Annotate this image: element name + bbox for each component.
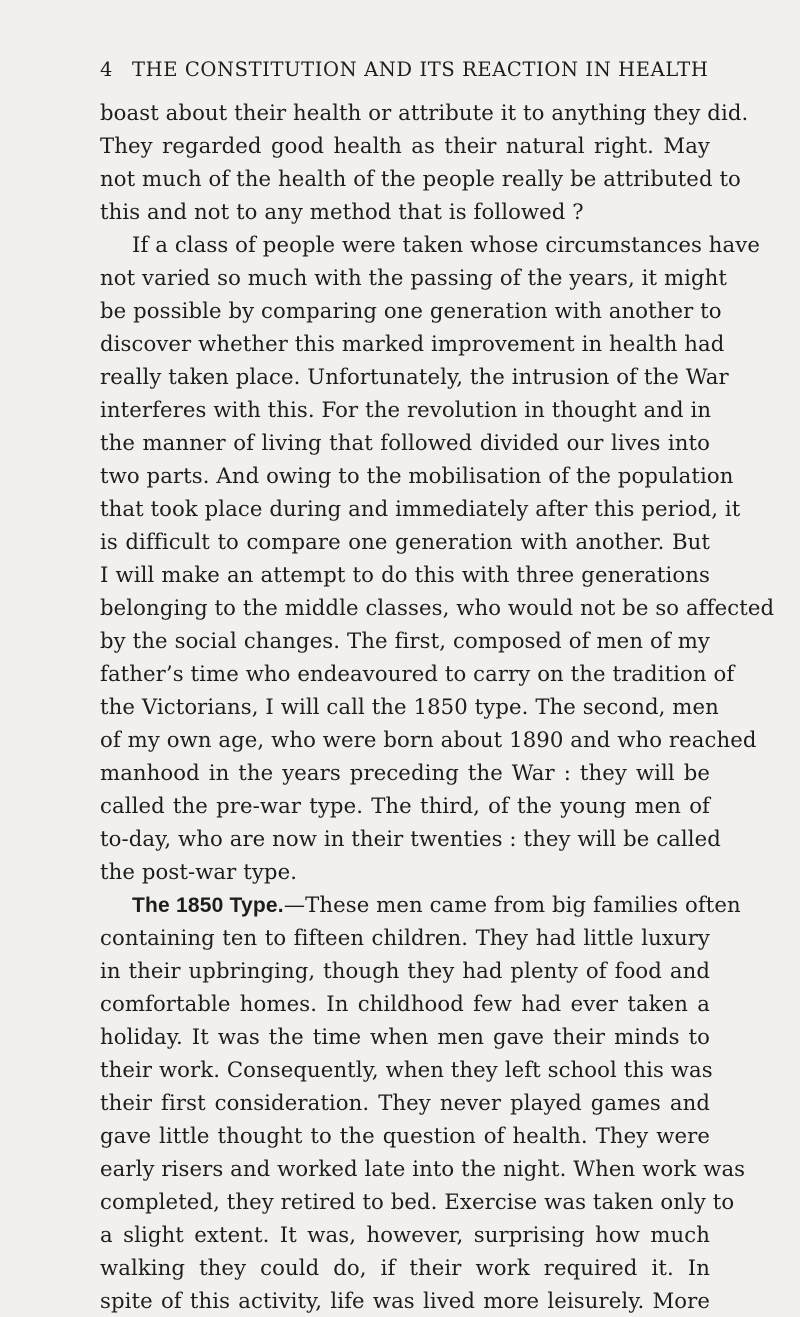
text-line: by the social changes. The first, composed of men of my (100, 628, 710, 653)
body-text (100, 96, 775, 1317)
text-line: containing ten to fifteen children. They had little luxury (100, 925, 710, 950)
text-line: this and not to any method that is followed ? (100, 199, 584, 224)
text-line: is difficult to compare one generation with another. But (100, 529, 710, 554)
text-line: gave little thought to the question of health. They were (100, 1123, 710, 1148)
section-first-line (100, 888, 741, 921)
text-line: be possible by comparing one generation with another to (100, 298, 722, 323)
text-line: interferes with this. For the revolution in thought and in (100, 397, 712, 422)
text-line: belonging to the middle classes, who would not be so affected (100, 595, 775, 620)
text-line: of my own age, who were born about 1890 and who reached (100, 727, 757, 752)
text-line: completed, they retired to bed. Exercise was taken only to (100, 1189, 735, 1214)
text-line: father’s time who endeavoured to carry on the tradition of (100, 661, 735, 686)
text-line: not much of the health of the people really be attributed to (100, 166, 741, 191)
text-line: comfortable homes. In childhood few had ever taken a (100, 991, 710, 1016)
paragraph-start-line: If a class of people were taken whose circumstances have (132, 232, 760, 257)
text-line: the manner of living that followed divided our lives into (100, 430, 710, 455)
text-line: the Victorians, I will call the 1850 type. The second, men (100, 694, 719, 719)
text-line: the post-war type. (100, 859, 298, 884)
page-number: 4 (100, 58, 114, 81)
text-line: manhood in the years preceding the War : they will be (100, 760, 710, 785)
text-line: their work. Consequently, when they left school this was (100, 1057, 713, 1082)
text-line: walking they could do, if their work required it. In (100, 1255, 710, 1280)
running-head (100, 58, 710, 88)
text-line: two parts. And owing to the mobilisation of the population (100, 463, 734, 488)
text-line: that took place during and immediately after this period, it (100, 496, 741, 521)
text-line: not varied so much with the passing of the years, it might (100, 265, 728, 290)
text-line: in their upbringing, though they had plenty of food and (100, 958, 710, 983)
text-line: I will make an attempt to do this with three generations (100, 562, 710, 587)
text-line: holiday. It was the time when men gave their minds to (100, 1024, 710, 1049)
text-line: to-day, who are now in their twenties : they will be called (100, 826, 721, 851)
text-line: discover whether this marked improvement in health had (100, 331, 725, 356)
text-line: boast about their health or attribute it to anything they did. (100, 100, 749, 125)
section-heading: The 1850 Type. (132, 894, 284, 917)
text-line: They regarded good health as their natural right. May (100, 133, 710, 158)
text-line: called the pre-war type. The third, of the young men of (100, 793, 710, 818)
text-line: their first consideration. They never played games and (100, 1090, 710, 1115)
text-line: early risers and worked late into the night. When work was (100, 1156, 746, 1181)
running-title: THE CONSTITUTION AND ITS REACTION IN HEALTH (132, 58, 709, 81)
text-line: really taken place. Unfortunately, the intrusion of the War (100, 364, 729, 389)
text-line: a slight extent. It was, however, surprising how much (100, 1222, 710, 1247)
section-first-line-text: —These men came from big families often (283, 892, 741, 917)
text-line: spite of this activity, life was lived more leisurely. More (100, 1288, 710, 1313)
